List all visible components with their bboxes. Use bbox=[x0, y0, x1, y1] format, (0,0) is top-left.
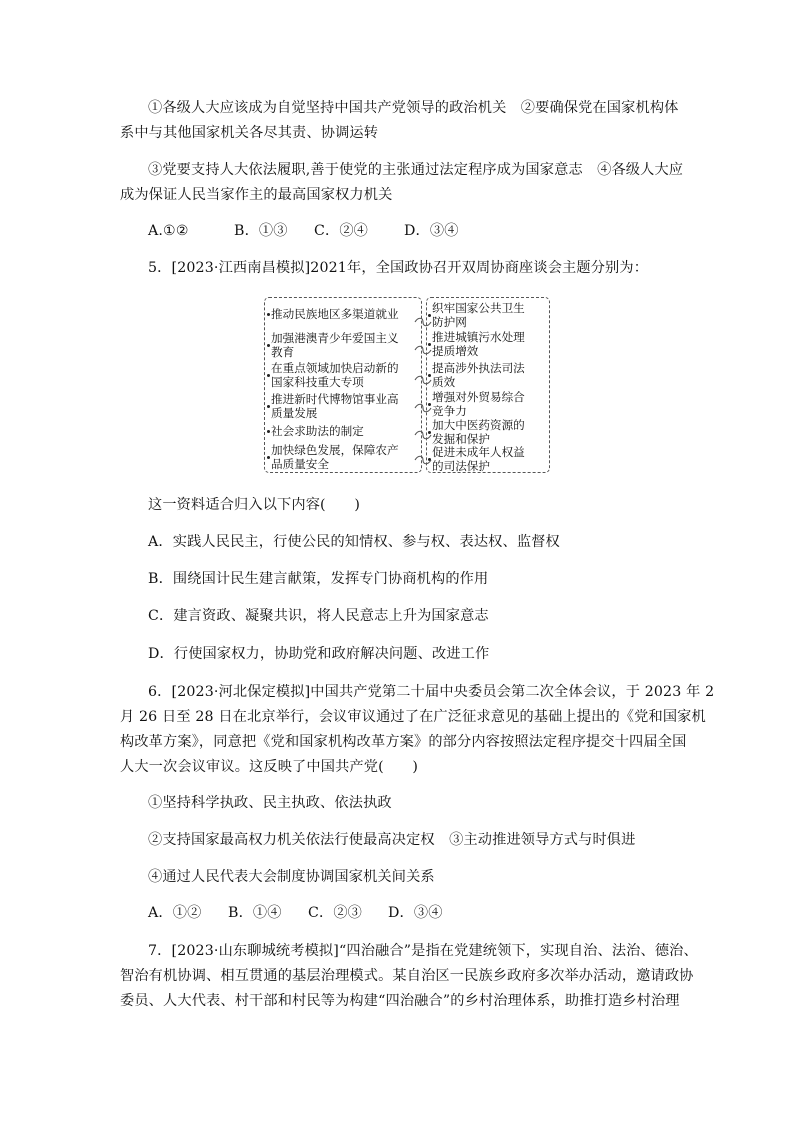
left-topic-4: 推进新时代博物馆事业高 质量发展 bbox=[271, 392, 399, 420]
right-topic-6: 促进未成年人权益 的司法保护 bbox=[432, 445, 525, 473]
figure-left-box bbox=[264, 297, 422, 473]
q5-stem: 5．[2023·江西南昌模拟]2021年，全国政协召开双周协商座谈会主题分别为： bbox=[148, 260, 649, 276]
q7-stem-line-2: 智治有机协调、相互贯通的基层治理模式。某自治区一民族乡政府多次举办活动，邀请政协 bbox=[120, 968, 694, 984]
q5-option-a[interactable]: A．实践人民民主，行使公民的知情权、参与权、表达权、监督权 bbox=[148, 534, 560, 550]
q4-statement-line-2: 系中与其他国家机关各尽其责、协调运转 bbox=[120, 125, 379, 141]
q7-stem-line-1: 7．[2023·山东聊城统考模拟]“四治融合”是指在党建统领下，实现自治、法治、德治、 bbox=[148, 943, 698, 959]
left-topic-1: 推动民族地区多渠道就业 bbox=[271, 307, 399, 321]
q4-statement-line-1: ①各级人大应该成为自觉坚持中国共产党领导的政治机关 ②要确保党在国家机构体 bbox=[148, 100, 679, 116]
q6-options bbox=[148, 902, 443, 924]
left-topic-6: 加快绿色发展，保障农产 品质量安全 bbox=[271, 443, 399, 471]
q6-stem-line-1: 6．[2023·河北保定模拟]中国共产党第二十届中央委员会第二次全体会议，于 2023 年 2 bbox=[148, 684, 715, 700]
right-topic-5: 加大中医药资源的 发掘和保护 bbox=[432, 418, 525, 446]
q4-option-b[interactable]: B．①③ bbox=[234, 223, 288, 239]
q6-statement-2: ②支持国家最高权力机关依法行使最高决定权 ③主动推进领导方式与时俱进 bbox=[148, 832, 636, 848]
binder-ring-icon bbox=[414, 455, 432, 465]
q6-option-d[interactable]: D．③④ bbox=[388, 905, 443, 921]
q4-option-c[interactable]: C．②④ bbox=[314, 223, 369, 239]
q4-option-a[interactable]: A.①② bbox=[148, 223, 189, 239]
q6-stem-line-2: 月 26 日至 28 日在北京举行，会议审议通过了在广泛征求意见的基础上提出的《党和国家机 bbox=[120, 709, 706, 725]
binder-ring-icon bbox=[414, 430, 432, 440]
q4-options bbox=[148, 220, 459, 242]
q6-stem-line-3: 构改革方案》，同意把《党和国家机构改革方案》的部分内容按照法定程序提交十四届全国 bbox=[120, 734, 687, 750]
left-topic-5: 社会求助法的制定 bbox=[271, 424, 364, 438]
binder-ring-icon bbox=[414, 403, 432, 413]
q6-option-b[interactable]: B．①④ bbox=[228, 905, 282, 921]
q5-option-d[interactable]: D．行使国家权力，协助党和政府解决问题、改进工作 bbox=[148, 646, 490, 662]
q7-stem-line-3: 委员、人大代表、村干部和村民等为构建“四治融合”的乡村治理体系，助推打造乡村治理 bbox=[120, 993, 680, 1009]
q4-statement-line-3: ③党要支持人大依法履职,善于使党的主张通过法定程序成为国家意志 ④各级人大应 bbox=[148, 162, 684, 178]
binder-ring-icon bbox=[414, 317, 432, 327]
figure-right-box bbox=[426, 297, 550, 473]
q6-option-c[interactable]: C．②③ bbox=[308, 905, 363, 921]
right-topic-2: 推进城镇污水处理 提质增效 bbox=[432, 330, 525, 358]
q5-option-b[interactable]: B．围绕国计民生建言献策，发挥专门协商机构的作用 bbox=[148, 571, 489, 587]
right-topic-1: 织牢国家公共卫生 防护网 bbox=[432, 301, 525, 329]
q6-statement-3: ④通过人民代表大会制度协调国家机关间关系 bbox=[148, 869, 435, 885]
binder-ring-icon bbox=[414, 345, 432, 355]
q4-option-d[interactable]: D．③④ bbox=[404, 223, 459, 239]
q5-topics-figure bbox=[264, 297, 550, 473]
right-topic-4: 增强对外贸易综合 竞争力 bbox=[432, 390, 525, 418]
q5-option-c[interactable]: C．建言资政、凝聚共识，将人民意志上升为国家意志 bbox=[148, 608, 489, 624]
binder-ring-icon bbox=[414, 375, 432, 385]
q5-question: 这一资料适合归入以下内容( ) bbox=[148, 497, 361, 513]
q6-option-a[interactable]: A．①② bbox=[148, 905, 202, 921]
q4-statement-line-4: 成为保证人民当家作主的最高国家权力机关 bbox=[120, 187, 393, 203]
left-topic-3: 在重点领域加快启动新的 国家科技重大专项 bbox=[271, 361, 399, 389]
left-topic-2: 加强港澳青少年爱国主义 教育 bbox=[271, 331, 399, 359]
q6-stem-line-4: 人大一次会议审议。这反映了中国共产党( ) bbox=[120, 759, 419, 775]
q6-statement-1: ①坚持科学执政、民主执政、依法执政 bbox=[148, 795, 392, 811]
right-topic-3: 提高涉外执法司法 质效 bbox=[432, 361, 525, 389]
